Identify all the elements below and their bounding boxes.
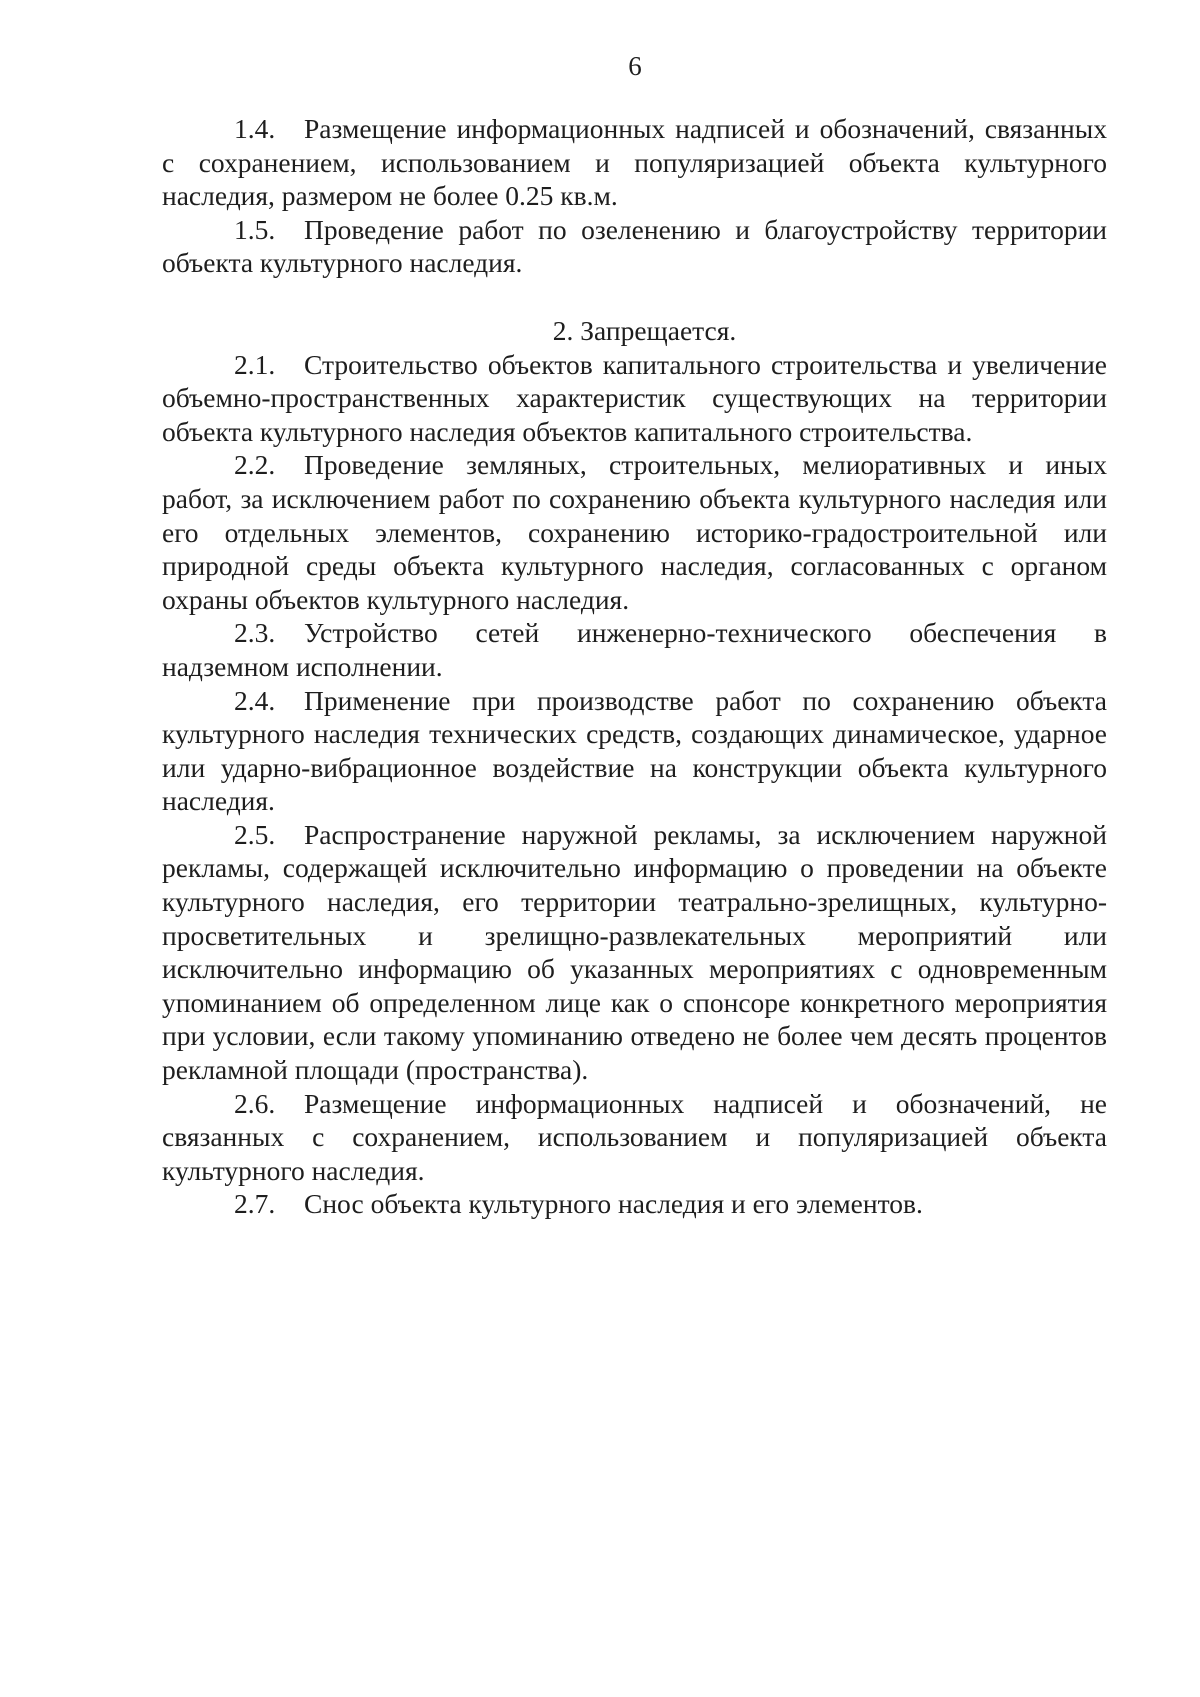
clause-text: Размещение информационных надписей и обозначений, не связанных с сохранением, использованием и популяризацией объекта культурного наследия.: [162, 1087, 1107, 1186]
document-body: [162, 112, 1107, 1221]
clause-number: 2.4.: [234, 684, 276, 716]
clause-text: Снос объекта культурного наследия и его элементов.: [304, 1188, 923, 1220]
clause-number: 2.7.: [234, 1188, 276, 1220]
section-heading: 2. Запрещается.: [552, 314, 737, 346]
clause-2-1: [162, 348, 1107, 449]
page-number: 6: [628, 51, 642, 81]
clause-2-3: [162, 616, 1107, 683]
clause-text: Проведение земляных, строительных, мелиоративных и иных работ, за исключением работ по сохранению объекта культурного наследия или его отдельных элементов, сохранению историко-градостроительной или природной среды объекта культурного наследия, согласованных с органом охраны объектов культурного наследия.: [162, 449, 1107, 615]
clause-text: Устройство сетей инженерно-технического обеспечения в надземном исполнении.: [162, 617, 1107, 682]
clause-number: 2.2.: [234, 449, 276, 481]
clause-number: 2.6.: [234, 1087, 276, 1119]
clause-1-4: [162, 112, 1107, 213]
clause-2-6: [162, 1087, 1107, 1188]
clause-2-2: [162, 448, 1107, 616]
clause-text: Размещение информационных надписей и обозначений, связанных с сохранением, использованием и популяризацией объекта культурного наследия, размером не более 0.25 кв.м.: [162, 113, 1107, 212]
clause-text: Проведение работ по озеленению и благоустройству территории объекта культурного наследия.: [162, 213, 1107, 279]
clause-2-4: [162, 684, 1107, 818]
clause-number: 1.4.: [234, 113, 276, 144]
clause-1-5: [162, 213, 1107, 280]
clause-2-7: [162, 1187, 1107, 1221]
clause-number: 2.1.: [234, 348, 276, 380]
clause-text: Строительство объектов капитального строительства и увеличение объемно-пространственных характеристик существующих на территории объекта культурного наследия объектов капитального строительства.: [162, 348, 1107, 447]
clause-2-5: [162, 818, 1107, 1087]
clause-number: 2.3.: [234, 617, 276, 649]
clause-number: 1.5.: [234, 213, 276, 245]
clause-number: 2.5.: [234, 818, 276, 850]
clause-text: Применение при производстве работ по сохранению объекта культурного наследия технических средств, создающих динамическое, ударное или ударно-вибрационное воздействие на конструкции объекта культурного наследия.: [162, 684, 1107, 817]
clause-text: Распространение наружной рекламы, за исключением наружной рекламы, содержащей исключительно информацию о проведении на объекте культурного наследия, его территории театрально-зрелищных, культурно-просветительных и зрелищно-развлекательных мероприятий или исключительно информацию об указанных мероприятиях с одновременным упоминанием об определенном лице как о спонсоре конкретного мероприятия при условии, если такому упоминанию отведено не более чем десять процентов рекламной площади (пространства).: [162, 818, 1107, 1086]
